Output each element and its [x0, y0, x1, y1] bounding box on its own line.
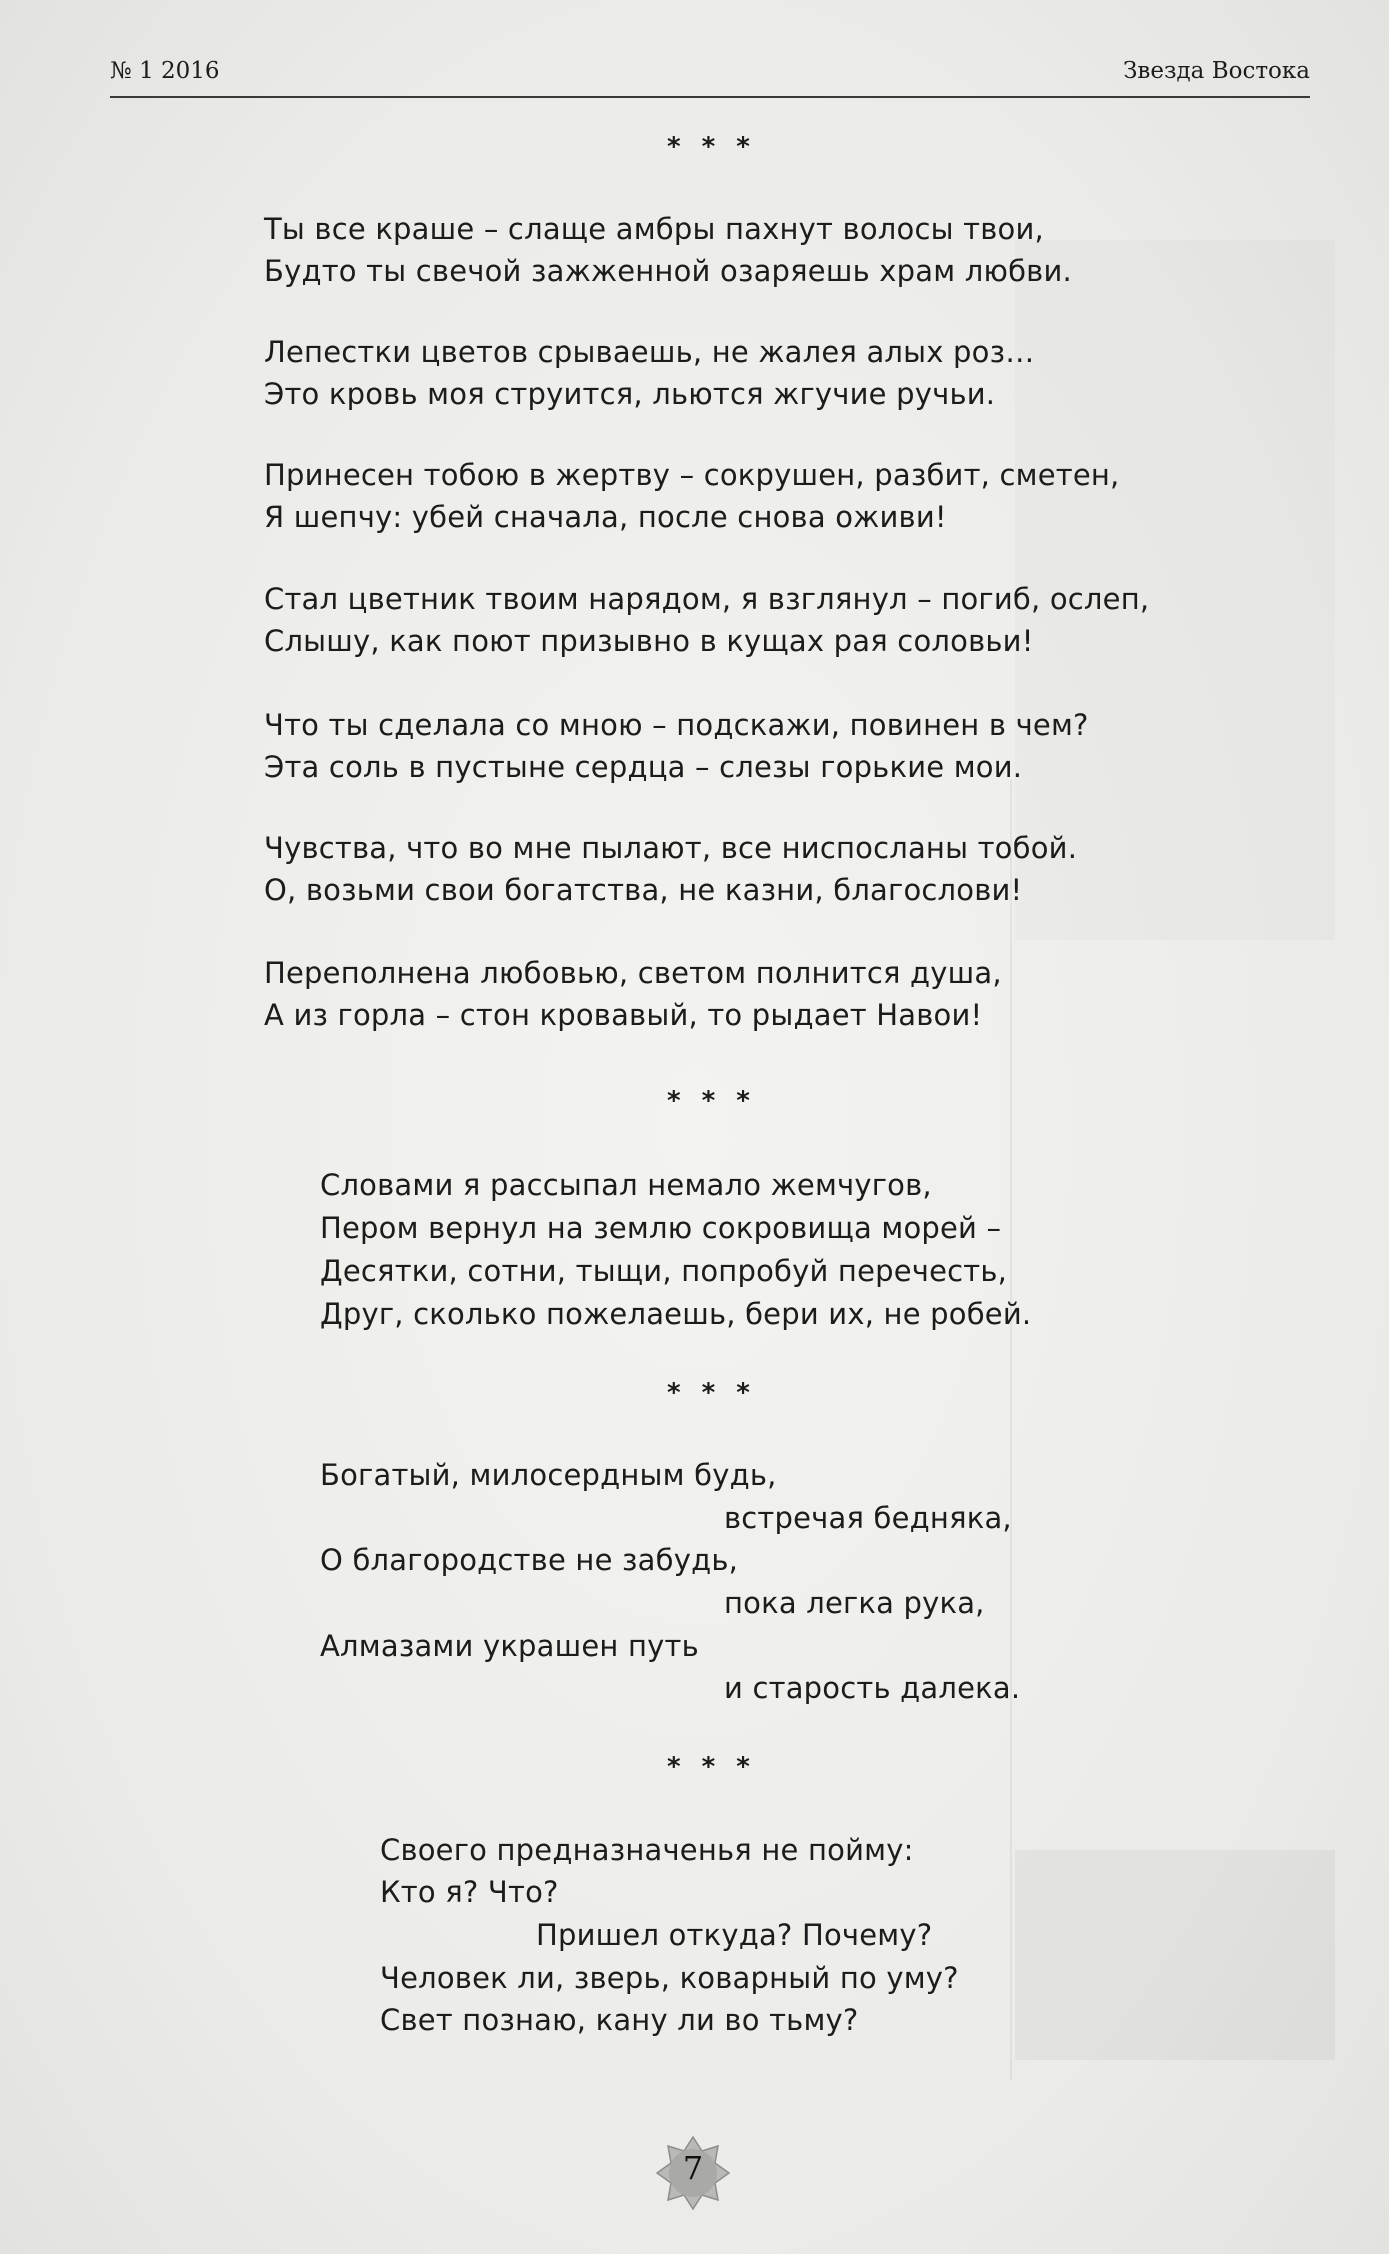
- page-header: [110, 52, 1310, 98]
- poem-separator: * * *: [667, 1752, 756, 1782]
- poem-separator: * * *: [667, 132, 756, 162]
- page-number: 7: [682, 2149, 704, 2187]
- poem-line: Десятки, сотни, тыщи, попробуй перечесть,: [320, 1254, 1008, 1288]
- poem-separator: * * *: [667, 1378, 756, 1408]
- poem-line: Чувства, что во мне пылают, все ниспосланы тобой.: [264, 831, 1078, 865]
- poem-line: и старость далека.: [724, 1671, 1021, 1705]
- poem-line: Алмазами украшен путь: [320, 1629, 699, 1663]
- poem-line: Что ты сделала со мною – подскажи, повинен в чем?: [264, 708, 1089, 742]
- issue-number: № 1 2016: [110, 58, 220, 84]
- poem-line: Это кровь моя струится, льются жгучие ручьи.: [264, 377, 996, 411]
- poem-line: Кто я? Что?: [380, 1875, 559, 1909]
- poem-line: Пером вернул на землю сокровища морей –: [320, 1211, 1002, 1245]
- poem-line: Друг, сколько пожелаешь, бери их, не робей.: [320, 1297, 1032, 1331]
- poem-line: Пришел откуда? Почему?: [536, 1918, 933, 1952]
- poem-line: Я шепчу: убей сначала, после снова оживи!: [264, 500, 947, 534]
- poem-line: О, возьми свои богатства, не казни, благослови!: [264, 873, 1023, 907]
- poem-line: Ты все краше – слаще амбры пахнут волосы твои,: [264, 212, 1044, 246]
- bleed-through-photo: [1015, 1850, 1335, 2060]
- poem-line: О благородстве не забудь,: [320, 1543, 739, 1577]
- poem-line: Богатый, милосердным будь,: [320, 1458, 777, 1492]
- poem-line: Переполнена любовью, светом полнится душа,: [264, 956, 1002, 990]
- poem-line: Словами я рассыпал немало жемчугов,: [320, 1168, 932, 1202]
- poem-line: встречая бедняка,: [724, 1501, 1012, 1535]
- poem-line: Лепестки цветов срываешь, не жалея алых роз…: [264, 335, 1035, 369]
- poem-line: Своего предназначенья не пойму:: [380, 1833, 914, 1867]
- poem-line: Слышу, как поют призывно в кущах рая соловьи!: [264, 624, 1034, 658]
- poem-line: Свет познаю, кану ли во тьму?: [380, 2003, 859, 2037]
- poem-line: Стал цветник твоим нарядом, я взглянул – погиб, ослеп,: [264, 582, 1150, 616]
- poem-line: Будто ты свечой зажженной озаряешь храм любви.: [264, 254, 1072, 288]
- poem-separator: * * *: [667, 1086, 756, 1116]
- journal-title: Звезда Востока: [1123, 58, 1310, 84]
- poem-line: А из горла – стон кровавый, то рыдает Навои!: [264, 998, 983, 1032]
- poem-line: пока легка рука,: [724, 1586, 985, 1620]
- poem-line: Принесен тобою в жертву – сокрушен, разбит, сметен,: [264, 458, 1120, 492]
- poem-line: Эта соль в пустыне сердца – слезы горькие мои.: [264, 750, 1023, 784]
- poem-line: Человек ли, зверь, коварный по уму?: [380, 1961, 959, 1995]
